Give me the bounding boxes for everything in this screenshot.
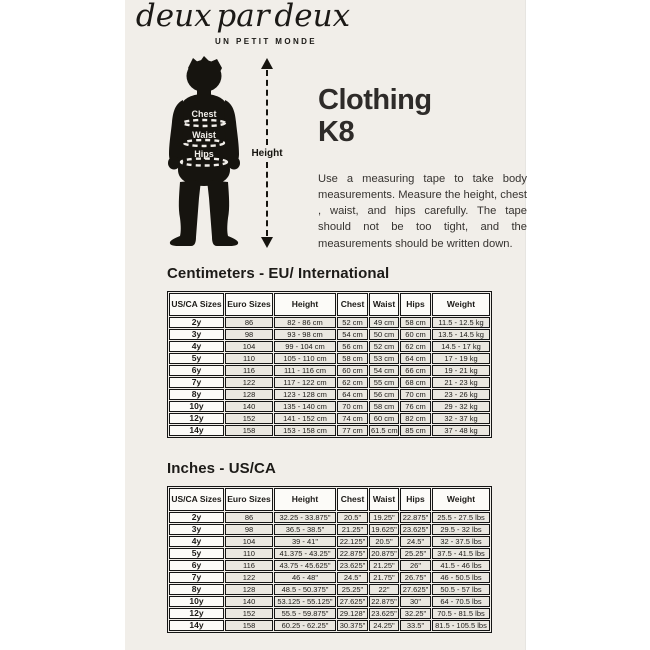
table-cell: 70 cm <box>400 389 431 400</box>
table-cell: 85 cm <box>400 425 431 436</box>
column-header: Euro Sizes <box>225 293 273 316</box>
table-cell: 22" <box>369 584 399 595</box>
brand-logo-tagline: UN PETIT MONDE <box>215 37 318 46</box>
table-cell: 81.5 - 105.5 lbs <box>432 620 490 631</box>
table-cell: 62 cm <box>400 341 431 352</box>
table-row <box>169 584 490 595</box>
table-row <box>169 548 490 559</box>
table-cell: 53 cm <box>369 353 399 364</box>
table-cell: 22.125" <box>337 536 368 547</box>
column-header: Weight <box>432 488 490 511</box>
table-cell: 111 - 116 cm <box>274 365 336 376</box>
table-cell: 152 <box>225 608 273 619</box>
table-cell: 64 - 70.5 lbs <box>432 596 490 607</box>
table-cell: 12y <box>169 608 224 619</box>
chest-label: Chest <box>191 109 217 119</box>
table-cell: 36.5 - 38.5" <box>274 524 336 535</box>
table-cell: 61.5 cm <box>371 426 398 435</box>
table-cell: 23.625" <box>369 608 399 619</box>
child-silhouette-figure <box>147 56 263 248</box>
table-cell: 104 <box>225 536 273 547</box>
table-cell: 46 - 50.5 lbs <box>432 572 490 583</box>
table-cell: 7y <box>169 377 224 388</box>
table-cell: 86 <box>225 512 273 523</box>
column-header: US/CA Sizes <box>169 293 224 316</box>
table-cell: 122 <box>225 572 273 583</box>
table-cell: 37.5 - 41.5 lbs <box>432 548 490 559</box>
table-cell: 23.625" <box>337 560 368 571</box>
table-cell: 29.5 - 32 lbs <box>432 524 490 535</box>
table-cell: 32.25 - 33.875" <box>274 512 336 523</box>
table-cell: 104 <box>225 341 273 352</box>
table-cell: 10y <box>169 401 224 412</box>
table-cell: 25.25" <box>337 584 368 595</box>
table-cell: 32 - 37 kg <box>432 413 490 424</box>
table-cell: 74 cm <box>337 413 368 424</box>
measuring-instructions: Use a measuring tape to take body measurements. Measure the height, chest , waist, and hips carefully. The tape should not be too tight, and the measurements should be written down. <box>318 173 527 250</box>
table-cell: 46 - 48" <box>274 572 336 583</box>
height-dashed-line-bottom <box>266 162 268 237</box>
table-cell: 37 - 48 kg <box>432 425 490 436</box>
table-cell: 76 cm <box>400 401 431 412</box>
table-cell: 25.25" <box>400 548 431 559</box>
table-cell: 140 <box>225 401 273 412</box>
column-header: Chest <box>337 293 368 316</box>
table-cell: 17 - 19 kg <box>432 353 490 364</box>
table-cell: 25.5 - 27.5 lbs <box>432 512 490 523</box>
table-cell: 60.25 - 62.25" <box>274 620 336 631</box>
table-cell: 58 cm <box>369 401 399 412</box>
height-arrow <box>251 58 283 248</box>
table-cell: 64 cm <box>400 353 431 364</box>
hips-label: Hips <box>194 149 214 159</box>
table-row <box>169 560 490 571</box>
table-cell: 66 cm <box>400 365 431 376</box>
table-cell: 3y <box>169 524 224 535</box>
table-cell: 116 <box>225 365 273 376</box>
table-cell: 21.75" <box>369 572 399 583</box>
table-cell: 10y <box>169 596 224 607</box>
table-cell: 14y <box>169 620 224 631</box>
table-cell: 20.5" <box>337 512 368 523</box>
table-row <box>169 341 490 352</box>
table-row <box>169 608 490 619</box>
table-cell: 20.875" <box>369 548 399 559</box>
column-header: US/CA Sizes <box>169 488 224 511</box>
table-cell: 122 <box>225 377 273 388</box>
table-cell: 123 - 128 cm <box>274 389 336 400</box>
table-cell: 22.875" <box>337 548 368 559</box>
table-row <box>169 524 490 535</box>
table-cell: 24.5" <box>400 536 431 547</box>
table-cell: 13.5 - 14.5 kg <box>432 329 490 340</box>
cm-size-table <box>167 291 492 438</box>
table-cell: 141 - 152 cm <box>274 413 336 424</box>
column-header: Hips <box>400 293 431 316</box>
table-cell: 64 cm <box>337 389 368 400</box>
table-cell: 26" <box>400 560 431 571</box>
waist-label: Waist <box>192 130 216 140</box>
table-cell: 29 - 32 kg <box>432 401 490 412</box>
table-row <box>169 353 490 364</box>
table-cell: 98 <box>225 524 273 535</box>
column-header: Height <box>274 293 336 316</box>
table-cell: 32 - 37.5 lbs <box>432 536 490 547</box>
table-cell: 62 cm <box>337 377 368 388</box>
table-cell: 58 cm <box>337 353 368 364</box>
page-title <box>318 84 432 149</box>
table-cell: 53.125 - 55.125" <box>274 596 336 607</box>
table-cell: 2y <box>169 317 224 328</box>
column-header: Waist <box>369 293 399 316</box>
column-header: Waist <box>369 488 399 511</box>
column-header: Chest <box>337 488 368 511</box>
table-cell: 27.625" <box>400 584 431 595</box>
table-cell: 22.875" <box>369 596 399 607</box>
table-cell: 58 cm <box>400 317 431 328</box>
table-cell: 3y <box>169 329 224 340</box>
table-cell: 22.875" <box>400 512 431 523</box>
table-cell: 24.5" <box>337 572 368 583</box>
table-cell: 93 - 98 cm <box>274 329 336 340</box>
table-cell: 6y <box>169 365 224 376</box>
table-cell: 21 - 23 kg <box>432 377 490 388</box>
size-chart-sheet <box>125 0 526 650</box>
table-cell: 19.25" <box>369 512 399 523</box>
table-cell: 23.625" <box>400 524 431 535</box>
arrow-down-icon <box>261 237 273 248</box>
table-cell: 128 <box>225 584 273 595</box>
table-cell: 135 - 140 cm <box>274 401 336 412</box>
table-cell: 30" <box>400 596 431 607</box>
table-cell: 21.25" <box>337 524 368 535</box>
inches-size-table <box>167 486 492 633</box>
table-cell: 2y <box>169 512 224 523</box>
table-cell: 54 cm <box>337 329 368 340</box>
table-cell: 60 cm <box>337 365 368 376</box>
table-cell: 14y <box>169 425 224 436</box>
table-row <box>169 425 490 436</box>
table-cell: 43.75 - 45.625" <box>274 560 336 571</box>
table-row <box>169 365 490 376</box>
table-row <box>169 389 490 400</box>
table-row <box>169 512 490 523</box>
table-cell: 8y <box>169 389 224 400</box>
table-cell: 12y <box>169 413 224 424</box>
cm-table-header-row <box>169 293 490 316</box>
table-row <box>169 596 490 607</box>
arrow-up-icon <box>261 58 273 69</box>
table-cell: 54 cm <box>369 365 399 376</box>
table-cell: 60 cm <box>369 413 399 424</box>
table-cell: 86 <box>225 317 273 328</box>
table-cell: 4y <box>169 341 224 352</box>
table-cell: 98 <box>225 329 273 340</box>
table-row <box>169 377 490 388</box>
table-row <box>169 536 490 547</box>
table-cell: 6y <box>169 560 224 571</box>
page-title-line2: K8 <box>318 116 355 149</box>
table-cell: 158 <box>225 620 273 631</box>
table-cell: 52 cm <box>369 341 399 352</box>
table-cell: 7y <box>169 572 224 583</box>
column-header: Euro Sizes <box>225 488 273 511</box>
table-cell: 27.625" <box>337 596 368 607</box>
table-cell: 117 - 122 cm <box>274 377 336 388</box>
column-header: Height <box>274 488 336 511</box>
table-cell: 11.5 - 12.5 kg <box>432 317 490 328</box>
table-cell: 105 - 110 cm <box>274 353 336 364</box>
table-cell: 39 - 41" <box>274 536 336 547</box>
table-cell: 152 <box>225 413 273 424</box>
table-cell: 70 cm <box>337 401 368 412</box>
table-cell: 99 - 104 cm <box>274 341 336 352</box>
table-row <box>169 317 490 328</box>
table-row <box>169 620 490 631</box>
table-cell: 82 - 86 cm <box>274 317 336 328</box>
table-cell: 30.375" <box>337 620 368 631</box>
table-cell: 41.5 - 46 lbs <box>432 560 490 571</box>
table-cell: 110 <box>225 353 273 364</box>
height-label: Height <box>251 147 283 159</box>
page-title-line1: Clothing <box>318 84 432 116</box>
table-cell: 70.5 - 81.5 lbs <box>432 608 490 619</box>
table-cell: 52 cm <box>337 317 368 328</box>
table-cell: 158 <box>225 425 273 436</box>
table-cell: 48.5 - 50.375" <box>274 584 336 595</box>
table-cell: 32.25" <box>400 608 431 619</box>
inches-table-header-row <box>169 488 490 511</box>
table-row <box>169 329 490 340</box>
table-cell: 128 <box>225 389 273 400</box>
table-cell: 77 cm <box>337 425 368 436</box>
table-cell: 19.625" <box>369 524 399 535</box>
table-cell: 56 cm <box>337 341 368 352</box>
inches-section-title: Inches - US/CA <box>167 460 276 477</box>
table-cell: 68 cm <box>400 377 431 388</box>
table-cell: 4y <box>169 536 224 547</box>
table-cell: 50 cm <box>369 329 399 340</box>
table-cell: 153 - 158 cm <box>274 425 336 436</box>
table-cell: 140 <box>225 596 273 607</box>
table-cell: 55.5 - 59.875" <box>274 608 336 619</box>
table-cell: 56 cm <box>369 389 399 400</box>
column-header: Hips <box>400 488 431 511</box>
table-cell: 49 cm <box>369 317 399 328</box>
table-cell: 50.5 - 57 lbs <box>432 584 490 595</box>
table-cell: 60 cm <box>400 329 431 340</box>
table-cell: 82 cm <box>400 413 431 424</box>
table-cell: 33.5" <box>400 620 431 631</box>
table-cell: 23 - 26 kg <box>432 389 490 400</box>
table-cell: 110 <box>225 548 273 559</box>
table-cell: 14.5 - 17 kg <box>432 341 490 352</box>
table-row <box>169 401 490 412</box>
table-row <box>169 413 490 424</box>
table-row <box>169 572 490 583</box>
table-cell: 29.128" <box>337 608 368 619</box>
table-cell: 21.25" <box>369 560 399 571</box>
table-cell: 5y <box>169 353 224 364</box>
brand-logo-script: deux par deux <box>135 0 351 34</box>
table-cell: 24.25" <box>369 620 399 631</box>
table-cell: 19 - 21 kg <box>432 365 490 376</box>
table-cell: 20.5" <box>369 536 399 547</box>
table-cell: 41.375 - 43.25" <box>274 548 336 559</box>
cm-section-title: Centimeters - EU/ International <box>167 265 390 282</box>
table-cell: 55 cm <box>369 377 399 388</box>
column-header: Weight <box>432 293 490 316</box>
height-dashed-line-top <box>266 70 268 145</box>
table-cell: 5y <box>169 548 224 559</box>
table-cell: 8y <box>169 584 224 595</box>
table-cell: 26.75" <box>400 572 431 583</box>
table-cell: 116 <box>225 560 273 571</box>
